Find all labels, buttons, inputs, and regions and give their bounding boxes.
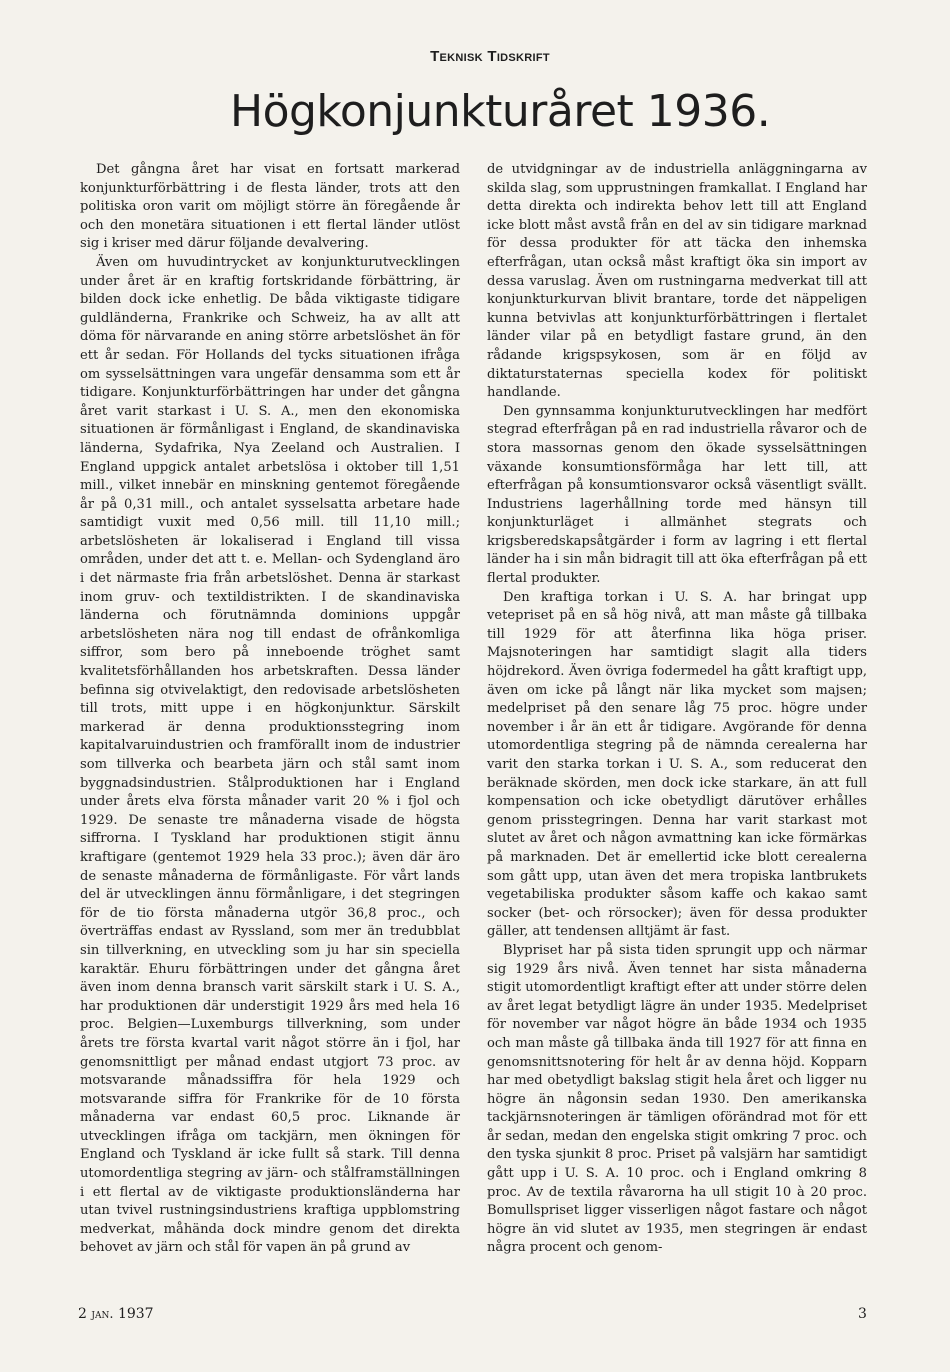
issue-day: 2 — [78, 1306, 87, 1322]
left-column — [80, 161, 460, 1258]
article-title: Högkonjunkturåret 1936. — [230, 86, 771, 137]
paragraph: Den gynnsamma konjunkturutvecklingen har medfört stegrad efterfrågan på en rad industriella råvaror och de stora massornas genom den ökade sysselsättningen växande konsumtionsförmåga har lett till, att efterfrågan på konsumtionsvaror också väsentligt svällt. Industriens lagerhållning torde med hänsyn till konjunkturläget i allmänhet stegrats och krigsberedskapsåtgärder i form av lagring i ett flertal länder ha i sin mån bidragit till att öka efterfrågan på ett flertal produkter. — [487, 403, 867, 587]
issue-year: 1937 — [117, 1306, 154, 1322]
right-column — [487, 161, 867, 1258]
paragraph: Även om huvudintrycket av konjunkturutvecklingen under året är en kraftig fortskridande förbättring, är bilden dock icke enhetlig. De båda viktigaste tidigare guldländerna, Frankrike och Schweiz, ha av allt att döma för närvarande en aning större arbetslöshet än för ett år sedan. För Hollands del tycks situationen ifråga om sysselsättningen vara ungefär densamma som ett år tidigare. Konjunkturförbättringen har under det gångna året varit starkast i U. S. A., men den ekonomiska situationen är förmånligast i England, de skandinaviska länderna, Sydafrika, Nya Zeeland och Australien. I England uppgick antalet arbetslösa i oktober till 1,51 mill., vilket innebär en minskning gentemot föregående år på 0,31 mill., och antalet sysselsatta arbetare hade samtidigt vuxit med 0,56 mill. till 11,10 mill.; arbetslösheten är lokaliserad i England till vissa områden, under det att t. e. Mellan- och Sydengland äro i det närmaste fria från arbetslöshet. Denna är starkast inom gruv- och textildistrikten. I de skandinaviska länderna och förutnämnda dominions uppgår arbetslösheten nära nog till endast de ofrånkomliga siffror, som bero på inneboende tröghet samt kvalitetsförhållanden hos arbetskraften. Dessa länder befinna sig otvivelaktigt, den redovisade arbetslösheten till trots, mitt uppe i en högkonjunktur. Särskilt markerad är denna produktionsstegring inom kapitalvaruindustrien och framförallt inom de industrier som tillverka och bearbeta järn och stål samt inom byggnadsindustrien. Stålproduktionen har i England under årets elva första månader varit 20 % i fjol och 1929. De senaste tre månaderna visade de högsta siffrorna. I Tyskland har produktionen stigit ännu kraftigare (gentemot 1929 hela 33 proc.); även där äro de senaste månaderna de förmånligaste. För vårt lands del är utvecklingen ännu förmånligare, i det stegringen för de tio första månaderna utgör 36,8 proc., och överträffas endast av Ryssland, som mer än tredubblat sin tillverkning, en utveckling som ju har sin speciella karaktär. Ehuru förbättringen under det gångna året även inom denna bransch varit särskilt stark i U. S. A., har produktionen där understigit 1929 års med hela 16 proc. Belgien—Luxemburgs tillverkning, som under årets tre första kvartal varit något större än i fjol, har genomsnittligt per månad endast utgjort 73 proc. av motsvarande månadssiffra för hela 1929 och motsvarande siffra för Frankrike för de 10 första månaderna var endast 60,5 proc. Liknande är utvecklingen ifråga om tackjärn, men ökningen för England och Tyskland är icke fullt så stark. Till denna utomordentliga stegring av järn- och stålframställningen i ett flertal av de viktigaste produktionsländerna har utan tvivel rustningsindustriens kraftiga uppblomstring medverkat, måhända dock mindre genom det direkta behovet av järn och stål för vapen än på grund av — [80, 254, 460, 1256]
paragraph: Den kraftiga torkan i U. S. A. har bringat upp vetepriset på en så hög nivå, att man måste gå tillbaka till 1929 för att återfinna lika höga priser. Majsnoteringen har samtidigt slagit alla tiders höjdrekord. Även övriga fodermedel ha gått kraftigt upp, även om icke på långt när lika mycket som majsen; medelpriset på den senare låg 75 proc. högre under november i år än ett år tidigare. Avgörande för denna utomordentliga stegring på de nämnda cerealerna har varit den starka torkan i U. S. A., som reducerat den beräknade skörden, men dock icke starkare, än att full kompensation och icke obetydligt därutöver erhålles genom prisstegringen. Denna har varit starkast mot slutet av året och någon avmattning kan icke förmärkas på marknaden. Det är emellertid icke blott cerealerna som gått upp, utan även det mera tropiska lantbrukets vegetabiliska produkter såsom kaffe och kakao samt socker (bet- och rörsocker); även för dessa produkter gäller, att tendensen alltjämt är fast. — [487, 589, 867, 940]
paragraph: Det gångna året har visat en fortsatt markerad konjunkturförbättring i de flesta länder, trots att den politiska oron varit om möjligt större än föregående år och den monetära situationen i ett flertal länder utlöst sig i kriser med därur följande devalvering. — [80, 162, 460, 252]
paragraph-continued: de utvidgningar av de industriella anläggningarna av skilda slag, som upprustningen framkallat. I England har detta direkta och indirekta behov lett till att England icke blott måst avstå från en del av sin tidigare marknad för dessa produkter för att täcka den inhemska efterfrågan, utan också måst kraftigt öka sin import av dessa varuslag. Även om rustningarna medverkat till att konjunkturkurvan blivit brantare, torde det näppeligen kunna betvivlas att konjunkturförbättringen i flertalet länder vilar på en betydligt fastare grund, än den rådande krigspsykosen, som är en följd av diktaturstaternas speciella kodex för politiskt handlande. — [487, 162, 867, 401]
journal-masthead: Teknisk Tidskrift — [430, 48, 550, 65]
paragraph: Blypriset har på sista tiden sprungit upp och närmar sig 1929 års nivå. Även tennet har sista månaderna stigit utomordentligt kraftigt efter att under större delen av året legat betydligt lägre än under 1935. Medelpriset för november var något högre än både 1934 och 1935 och man måste gå tillbaka ända till 1927 för att finna en genomsnittsnotering för helt år av denna höjd. Kopparn har med obetydligt bakslag stigit hela året och ligger nu högre än någonsin sedan 1930. Den amerikanska tackjärnsnoteringen är tämligen oförändrad mot för ett år sedan, medan den engelska stigit omkring 7 proc. och den tyska sjunkit 8 proc. Priset på valsjärn har samtidigt gått upp i U. S. A. 10 proc. och i England omkring 8 proc. Av de textila råvarorna ha ull stigit 10 à 20 proc. Bomullspriset ligger visserligen något fastare och något högre än vid slutet av 1935, men stegringen är endast några procent och genom- — [487, 942, 867, 1256]
page-number: 3 — [858, 1306, 867, 1322]
issue-date — [78, 1306, 154, 1322]
issue-month: jan. — [91, 1307, 114, 1322]
